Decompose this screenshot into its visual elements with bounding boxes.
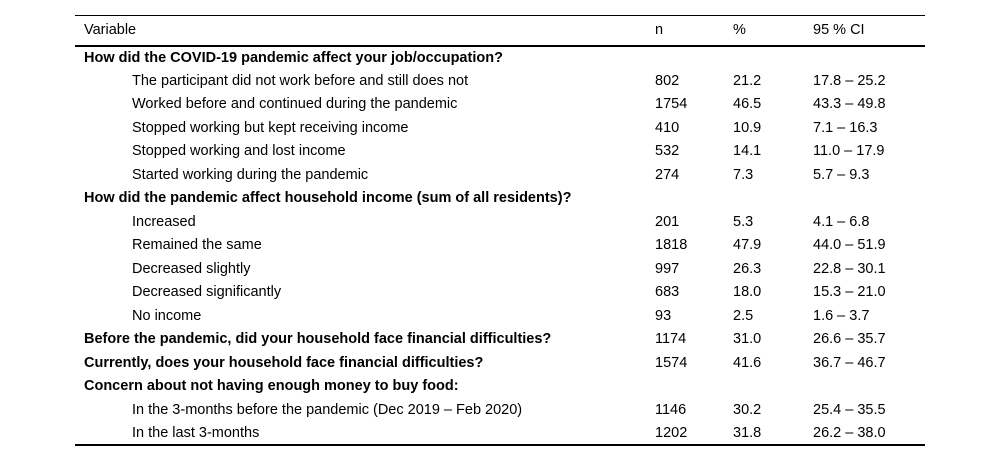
row-percent-value: 2.5 — [733, 307, 754, 324]
row-variable-label: Before the pandemic, did your household face financial difficulties? — [84, 331, 552, 347]
row-variable-label: The participant did not work before and still does not — [132, 72, 469, 89]
row-percent-value: 26.3 — [733, 260, 762, 277]
row-percent-value — [733, 187, 813, 211]
row-variable-label: No income — [132, 307, 202, 324]
row-percent-value: 10.9 — [733, 119, 762, 136]
column-header-n: n — [655, 16, 733, 46]
table-section-row — [75, 328, 925, 352]
row-ci-value: 26.6 – 35.7 — [813, 331, 886, 347]
table-section-row — [75, 187, 925, 211]
table-item-row — [75, 69, 925, 93]
row-ci-value: 25.4 – 35.5 — [813, 401, 886, 418]
row-n-value: 1174 — [655, 331, 687, 347]
row-ci-value — [813, 46, 925, 70]
row-ci-value: 22.8 – 30.1 — [813, 260, 886, 277]
row-n-value — [655, 375, 733, 399]
row-percent-value — [733, 46, 813, 70]
row-ci-value: 17.8 – 25.2 — [813, 72, 886, 89]
row-n-value: 802 — [655, 72, 680, 89]
table-item-row — [75, 304, 925, 328]
row-variable-label: In the last 3-months — [75, 422, 655, 446]
row-percent-value: 7.3 — [733, 166, 754, 183]
table-item-row — [75, 210, 925, 234]
table-item-row — [75, 234, 925, 258]
row-percent-value: 47.9 — [733, 237, 762, 253]
row-percent-value: 21.2 — [733, 72, 762, 89]
row-n-value: 1202 — [655, 422, 733, 446]
table-item-row — [75, 422, 925, 446]
row-n-value — [655, 187, 733, 211]
row-n-value: 410 — [655, 119, 680, 136]
row-variable-label: How did the COVID-19 pandemic affect your job/occupation? — [84, 49, 503, 66]
row-percent-value: 31.0 — [733, 331, 762, 347]
row-percent-value: 18.0 — [733, 284, 762, 300]
table-item-row — [75, 93, 925, 117]
row-ci-value: 4.1 – 6.8 — [813, 213, 870, 230]
row-n-value: 532 — [655, 143, 680, 159]
table-item-row — [75, 116, 925, 140]
statistics-table — [75, 15, 925, 446]
column-header-variable: Variable — [75, 16, 655, 46]
row-variable-label: Concern about not having enough money to buy food: — [84, 378, 459, 394]
row-variable-label: How did the pandemic affect household income (sum of all residents)? — [84, 190, 572, 206]
column-header-percent: % — [733, 16, 813, 46]
row-n-value: 1754 — [655, 96, 688, 112]
table-item-row — [75, 281, 925, 305]
row-percent-value: 5.3 — [733, 213, 754, 230]
row-ci-value: 7.1 – 16.3 — [813, 119, 878, 136]
row-percent-value: 46.5 — [733, 96, 762, 112]
table-section-row — [75, 46, 925, 70]
table-section-row — [75, 375, 925, 399]
row-n-value: 997 — [655, 260, 680, 277]
row-n-value: 683 — [655, 284, 680, 300]
row-ci-value: 26.2 – 38.0 — [813, 422, 925, 446]
row-n-value: 1818 — [655, 237, 688, 253]
row-variable-label: Worked before and continued during the pandemic — [132, 96, 458, 112]
table-item-row — [75, 163, 925, 187]
row-variable-label: Decreased slightly — [132, 260, 251, 277]
table-head — [75, 16, 925, 46]
table-section-row — [75, 351, 925, 375]
row-variable-label: Remained the same — [132, 237, 262, 253]
row-n-value — [655, 46, 733, 70]
row-ci-value — [813, 375, 925, 399]
row-ci-value — [813, 187, 925, 211]
row-ci-value: 5.7 – 9.3 — [813, 166, 870, 183]
row-variable-label: Increased — [132, 213, 196, 230]
row-percent-value: 14.1 — [733, 143, 762, 159]
row-percent-value: 31.8 — [733, 422, 813, 446]
row-ci-value: 36.7 – 46.7 — [813, 354, 886, 371]
row-n-value: 93 — [655, 307, 672, 324]
row-n-value: 201 — [655, 213, 680, 230]
row-ci-value: 1.6 – 3.7 — [813, 307, 870, 324]
row-ci-value: 43.3 – 49.8 — [813, 96, 886, 112]
table-header-row — [75, 16, 925, 46]
row-percent-value: 30.2 — [733, 401, 762, 418]
row-n-value: 1574 — [655, 354, 688, 371]
row-n-value: 274 — [655, 166, 680, 183]
row-variable-label: Currently, does your household face financial difficulties? — [84, 354, 484, 371]
row-percent-value: 41.6 — [733, 354, 762, 371]
row-variable-label: Decreased significantly — [132, 284, 282, 300]
row-ci-value: 11.0 – 17.9 — [813, 143, 885, 159]
row-variable-label: Stopped working and lost income — [132, 143, 346, 159]
row-ci-value: 44.0 – 51.9 — [813, 237, 886, 253]
table-item-row — [75, 257, 925, 281]
table-item-row — [75, 140, 925, 164]
table-item-row — [75, 398, 925, 422]
row-n-value: 1146 — [655, 401, 687, 418]
row-percent-value — [733, 375, 813, 399]
row-ci-value: 15.3 – 21.0 — [813, 284, 886, 300]
row-variable-label: Stopped working but kept receiving income — [132, 119, 409, 136]
row-variable-label: In the 3-months before the pandemic (Dec 2019 – Feb 2020) — [132, 401, 523, 418]
table-body — [75, 46, 925, 446]
column-header-ci: 95 % CI — [813, 16, 925, 46]
row-variable-label: Started working during the pandemic — [132, 166, 369, 183]
